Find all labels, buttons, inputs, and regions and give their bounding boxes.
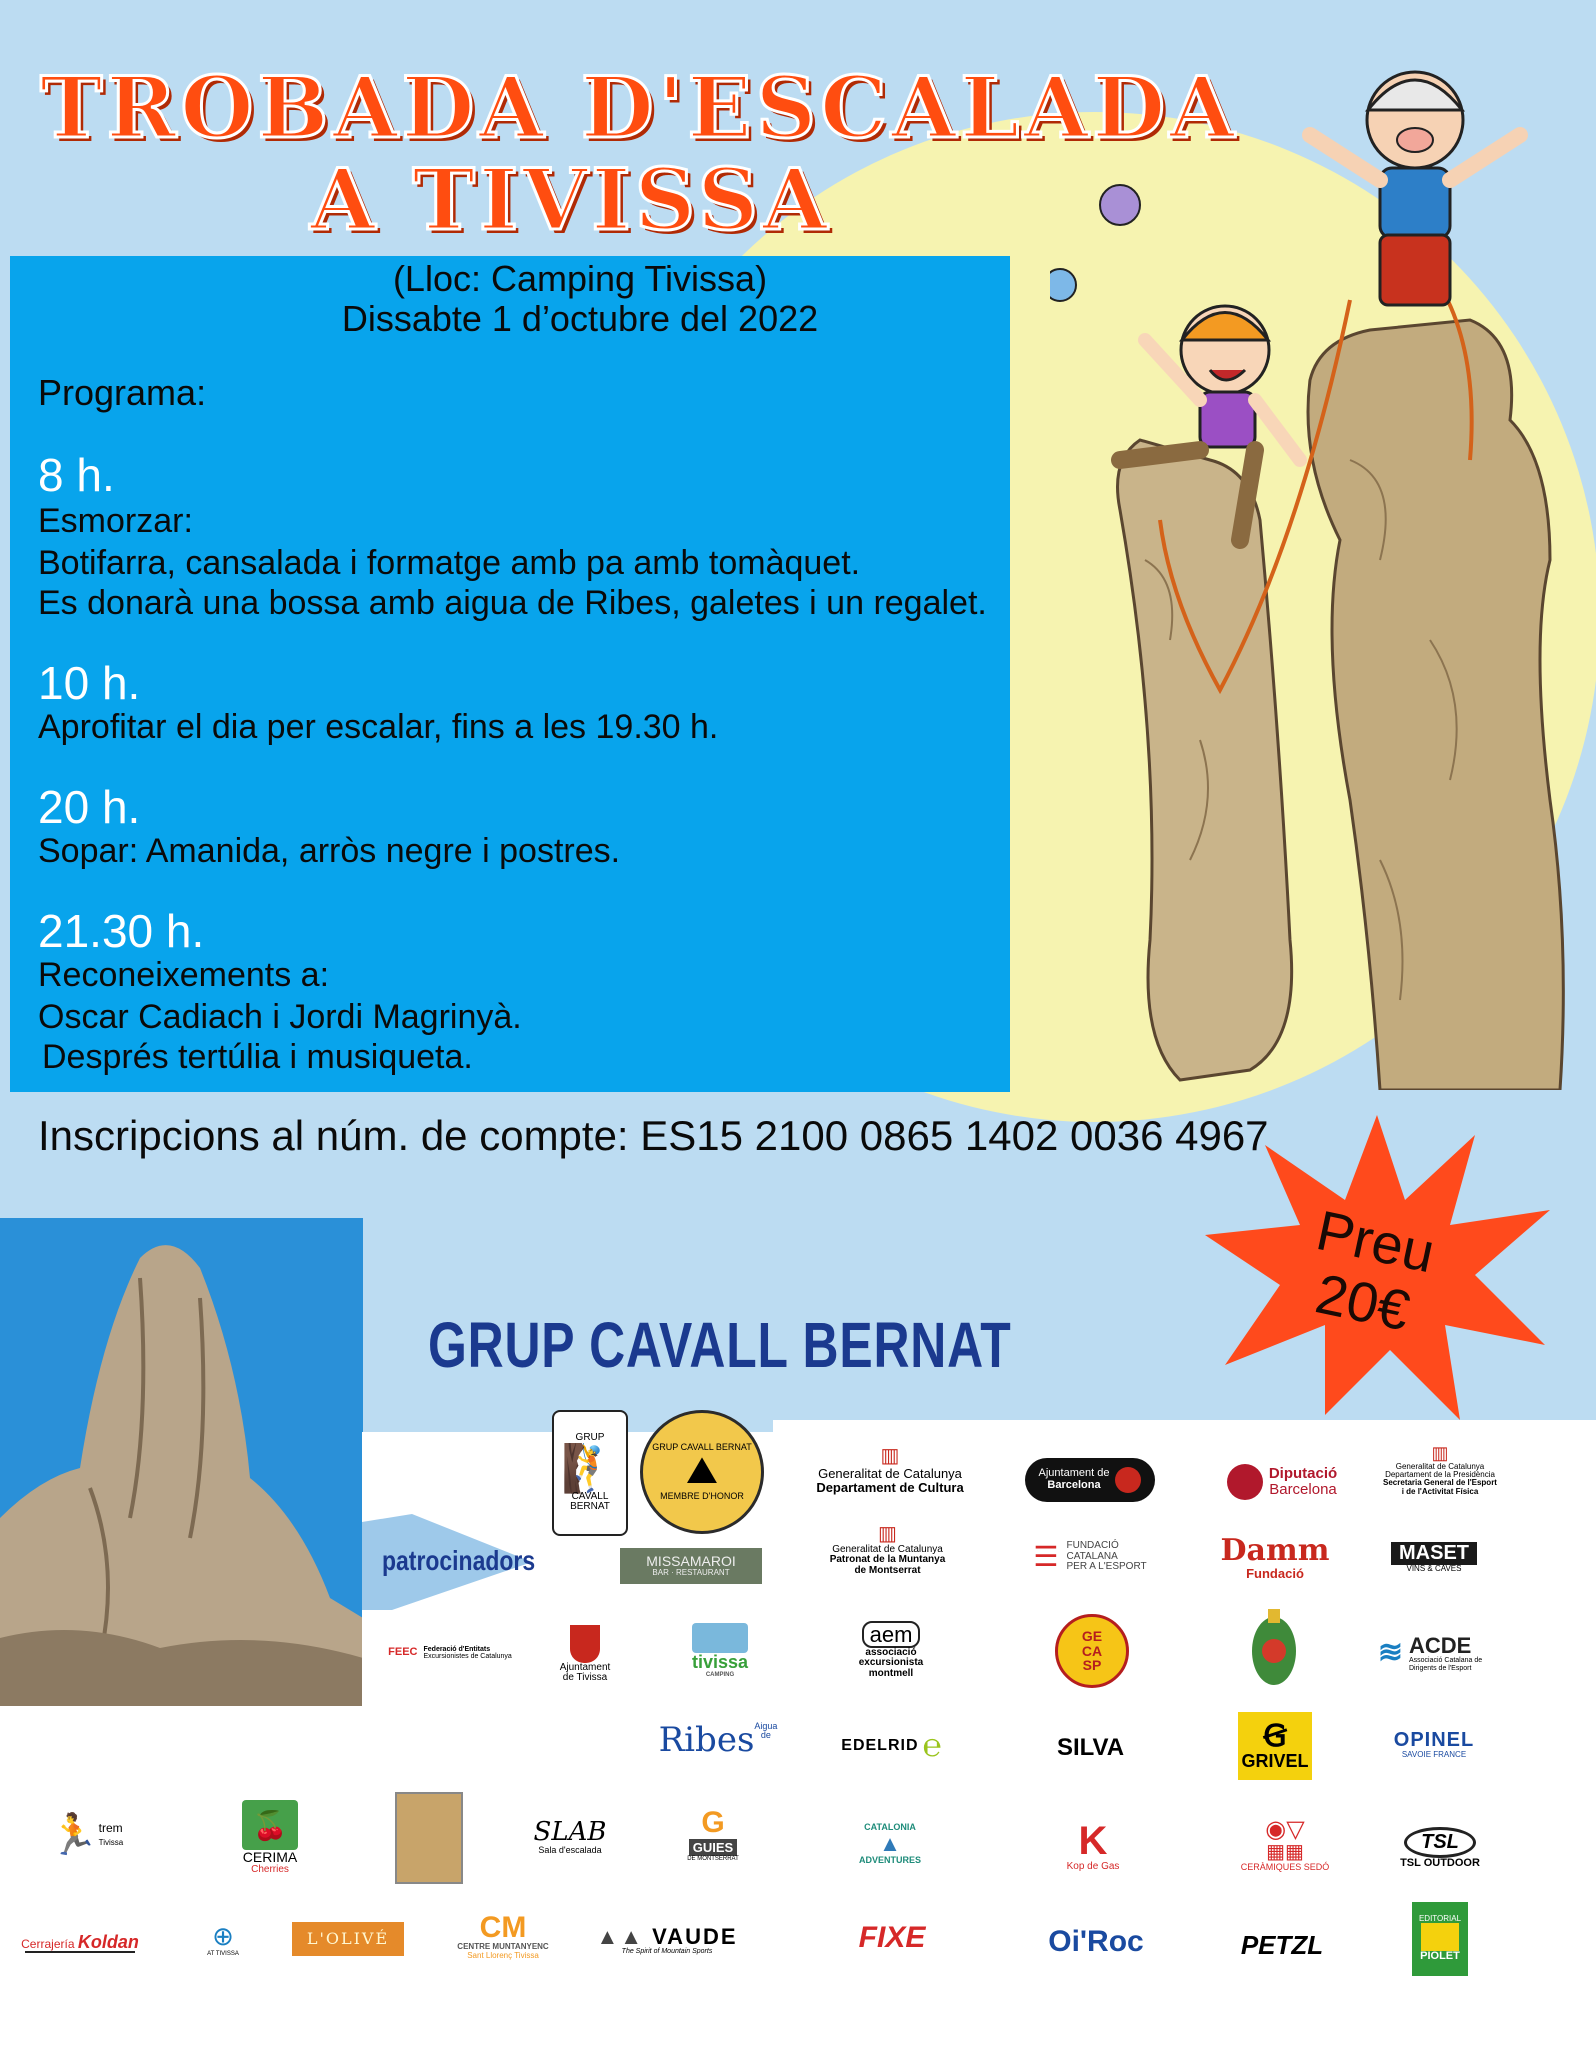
logo-text: EDITORIAL	[1418, 1914, 1462, 1924]
logo-text: GRIVEL	[1241, 1751, 1309, 1772]
logo-text: Sant Llorenç Tivissa	[467, 1950, 539, 1960]
logo-text: Fundació	[1246, 1565, 1304, 1581]
silva-logo: SILVA	[1056, 1734, 1125, 1762]
gecasp-logo	[1055, 1614, 1129, 1688]
program-label: Programa:	[38, 372, 207, 413]
bank-account: Inscripcions al núm. de compte: ES15 2100 0865 1402 0036 4967	[38, 1112, 1269, 1159]
logo-text: GE	[1081, 1627, 1103, 1644]
logo-text: Departament de Cultura	[816, 1479, 964, 1495]
gencat-icon: ▥	[880, 1444, 900, 1467]
logo-text: CAMPING	[705, 1672, 735, 1679]
logo-text: Ribes	[658, 1720, 755, 1761]
logo-text: Barcelona	[1269, 1481, 1337, 1498]
logo-text: Ajuntament	[559, 1661, 611, 1673]
fixe-logo: FIXE	[858, 1921, 926, 1955]
tivissa-camping-logo	[680, 1618, 760, 1684]
grup-seal-logo	[640, 1410, 764, 1534]
logo-text: Federació d'Entitats	[423, 1645, 491, 1653]
logo-text: Generalitat de Catalunya	[832, 1543, 943, 1555]
logo-text: CATALANA	[1066, 1550, 1118, 1562]
crest-icon	[1248, 1605, 1300, 1689]
climber-icon: 🧗	[561, 1441, 619, 1494]
logo-text: Barcelona	[1047, 1479, 1101, 1491]
price-word: Preu	[1311, 1198, 1441, 1285]
seal-text: MEMBRE D'HONOR	[660, 1490, 744, 1501]
logo-text: SLAB	[533, 1816, 607, 1847]
fundacio-esport-logo	[1015, 1532, 1165, 1582]
cerima-logo	[225, 1790, 315, 1886]
logo-text: AT TIVISSA	[207, 1950, 239, 1957]
logo-text: excursionista	[858, 1657, 924, 1669]
schedule-line: Botifarra, cansalada i formatge amb pa amb tomàquet.	[38, 544, 861, 582]
logo-text: de Montserrat	[854, 1564, 921, 1576]
logo-text: Generalitat de Catalunya	[818, 1465, 962, 1481]
tent-icon	[692, 1623, 748, 1653]
logo-text: Excursionistes de Catalunya	[423, 1653, 512, 1660]
stripes-icon: ☰	[1033, 1540, 1059, 1572]
gencat-esport-logo	[1365, 1432, 1515, 1508]
logo-text: FEEC	[388, 1646, 418, 1659]
gencat-icon: ▥	[878, 1522, 897, 1545]
acde-icon: ≋	[1377, 1636, 1403, 1670]
logo-text: Cerrajería	[21, 1936, 75, 1951]
xtrem-tivissa-logo	[36, 1800, 136, 1870]
sponsors-label: patrocinadors	[382, 1545, 536, 1576]
logo-text: DE MONTSERRAT	[687, 1856, 739, 1863]
g-icon: G	[701, 1806, 725, 1840]
piolet-logo	[1412, 1902, 1468, 1976]
logo-text: Associació Catalana de	[1408, 1657, 1483, 1665]
logo-text: Koldan	[77, 1931, 139, 1952]
schedule-line: Aprofitar el dia per escalar, fins a les 19.30 h.	[38, 708, 719, 746]
organizer-name: GRUP CAVALL BERNAT	[428, 1309, 1012, 1381]
catalonia-adventures-logo	[850, 1804, 930, 1884]
shield-icon	[1115, 1467, 1141, 1493]
rock-icon: ⛰	[686, 1450, 718, 1493]
missamaroi-logo	[620, 1548, 762, 1584]
mountain-card-logo	[395, 1792, 463, 1884]
schedule-hour: 20 h.	[38, 781, 141, 833]
centre-muntanyenc-logo	[448, 1908, 558, 1964]
event-date: Dissabte 1 d’octubre del 2022	[341, 298, 819, 339]
logo-text: TSL	[1404, 1827, 1476, 1858]
event-location: (Lloc: Camping Tivissa)	[392, 258, 768, 299]
opinel-logo	[1373, 1722, 1495, 1768]
gencat-cultura-logo	[800, 1440, 980, 1500]
gencat-icon: ▥	[1431, 1442, 1449, 1463]
logo-text: CENTRE MUNTANYENC	[457, 1942, 549, 1952]
edelrid-logo	[822, 1728, 962, 1764]
schedule-hour: 10 h.	[38, 657, 141, 709]
feec-logo	[385, 1630, 515, 1676]
edelrid-swoosh-icon: ℮	[922, 1727, 943, 1764]
mountains-icon: ▲▲	[596, 1923, 653, 1949]
logo-text: SAVOIE FRANCE	[1401, 1750, 1467, 1760]
vaude-logo	[592, 1918, 742, 1962]
aigua-ribes-logo	[658, 1718, 778, 1764]
logo-text: CERÀMIQUES SEDÓ	[1240, 1862, 1330, 1873]
logo-text: montmell	[868, 1667, 914, 1679]
logo-text: Tivissa	[98, 1838, 124, 1847]
logo-text: EDELRID	[841, 1736, 919, 1754]
globe-icon: ⊕	[212, 1921, 234, 1952]
poster-title-line1: TROBADA D'ESCALADA	[40, 58, 1239, 157]
logo-text: CA	[1081, 1642, 1103, 1659]
aem-logo	[845, 1614, 937, 1686]
ka-icon: K	[1078, 1818, 1108, 1863]
koldan-logo	[20, 1914, 140, 1972]
logo-text: de Tivissa	[562, 1672, 608, 1683]
diputacio-icon	[1227, 1464, 1263, 1500]
mountain-icon: ▲	[879, 1831, 901, 1857]
acde-logo	[1368, 1630, 1492, 1676]
logo-text: ADVENTURES	[858, 1854, 921, 1865]
logo-text: VAUDE	[652, 1923, 738, 1949]
logo-text: Generalitat de Catalunya	[1395, 1461, 1485, 1471]
schedule-hour: 8 h.	[38, 449, 115, 501]
oiroc-logo: Oi'Roc	[1048, 1925, 1144, 1959]
logo-text: SP	[1082, 1657, 1102, 1674]
schedule-line: Reconeixements a:	[38, 956, 330, 994]
at-tivissa-logo	[185, 1912, 261, 1968]
shield-icon	[570, 1625, 600, 1663]
badge-text: GRUP	[575, 1432, 605, 1444]
divider	[25, 1951, 135, 1953]
guies-montserrat-logo	[678, 1788, 748, 1882]
logo-text: The Spirit of Mountain Sports	[621, 1947, 713, 1955]
schedule-hour: 21.30 h.	[38, 905, 205, 957]
price-amount: 20€	[1310, 1261, 1416, 1343]
rock-photo	[0, 1218, 363, 1706]
schedule-line: Oscar Cadiach i Jordi Magrinyà.	[38, 998, 522, 1036]
logo-text: FUNDACIÓ	[1066, 1540, 1119, 1552]
logo-text: CERIMA	[242, 1849, 298, 1866]
badge-text: BERNAT	[570, 1501, 610, 1513]
logo-text: Departament de la Presidència	[1385, 1470, 1495, 1480]
logo-text: GUIES	[689, 1839, 737, 1857]
kop-de-gas-logo	[1048, 1810, 1138, 1882]
logo-text: Aigua de	[754, 1721, 778, 1741]
logo-text: Kop de Gas	[1066, 1860, 1120, 1872]
cherry-icon: 🍒	[242, 1800, 298, 1850]
logo-text: trem	[98, 1821, 123, 1836]
logo-text: Patronat de la Muntanya	[829, 1554, 946, 1566]
logo-text: Cherries	[251, 1864, 289, 1876]
ajuntament-barcelona-logo	[1025, 1458, 1155, 1502]
logo-text: Ajuntament de	[1038, 1467, 1110, 1480]
climbers-illustration	[1050, 40, 1570, 1090]
logo-text: associació	[865, 1646, 917, 1658]
grup-cavall-bernat-badge	[552, 1410, 628, 1536]
maset-logo	[1378, 1536, 1490, 1580]
logo-text: PER A L'ESPORT	[1066, 1561, 1147, 1573]
petzl-logo: PETZL	[1240, 1930, 1324, 1961]
logo-text: ACDE	[1408, 1633, 1472, 1659]
logo-text: CATALONIA	[864, 1822, 916, 1833]
runner-icon: 🏃	[48, 1813, 99, 1857]
pottery-icon: ◉▽	[1265, 1816, 1305, 1844]
logo-text: MASET	[1391, 1542, 1477, 1565]
tiles-icon: ▦▦	[1266, 1841, 1304, 1864]
price-label	[1298, 1199, 1439, 1345]
schedule-line: Esmorzar:	[38, 502, 193, 540]
seal-text: GRUP CAVALL BERNAT	[652, 1441, 752, 1452]
gencat-montserrat-logo	[805, 1515, 970, 1585]
mountain-icon	[1421, 1923, 1459, 1951]
badge-text: CAVALL	[571, 1490, 609, 1502]
logo-text: PIOLET	[1420, 1950, 1460, 1963]
damm-fundacio-logo	[1220, 1530, 1330, 1586]
logo-text: Sala d'escalada	[538, 1844, 602, 1855]
logo-text: i de l'Activitat Física	[1401, 1486, 1479, 1496]
schedule-line: Després tertúlia i musiqueta.	[42, 1038, 473, 1076]
logo-text: Secretaria General de l'Esport	[1383, 1478, 1497, 1488]
logo-text: OPINEL	[1393, 1729, 1475, 1752]
logo-text: aem	[862, 1621, 921, 1648]
tsl-outdoor-logo	[1390, 1818, 1490, 1878]
schedule-line: Es donarà una bossa amb aigua de Ribes, galetes i un regalet.	[38, 584, 987, 622]
logo-text: TSL OUTDOOR	[1400, 1856, 1480, 1869]
logo-text: Dirigents de l'Esport	[1408, 1664, 1472, 1672]
ceramiques-sedo-logo	[1230, 1808, 1340, 1882]
schedule-line: Sopar: Amanida, arròs negre i postres.	[38, 832, 621, 870]
ajuntament-tivissa-logo	[548, 1612, 622, 1696]
poster-title-line2: A TIVISSA	[310, 150, 832, 249]
olive-logo: L'OLIVÉ	[292, 1922, 404, 1956]
logo-text: tivissa	[691, 1652, 749, 1673]
logo-text: MISSAMAROI	[646, 1553, 736, 1570]
logo-text: BAR · RESTAURANT	[652, 1568, 730, 1578]
slab-logo	[525, 1800, 615, 1874]
cm-icon: CM	[479, 1910, 527, 1944]
grivel-icon: Ꞡ	[1263, 1719, 1287, 1753]
logo-text: Diputació	[1268, 1465, 1338, 1483]
logo-text: Damm	[1220, 1533, 1330, 1569]
logo-text: VINS & CAVES	[1406, 1564, 1462, 1574]
grivel-logo	[1238, 1712, 1312, 1780]
diputacio-barcelona-logo	[1212, 1460, 1352, 1504]
